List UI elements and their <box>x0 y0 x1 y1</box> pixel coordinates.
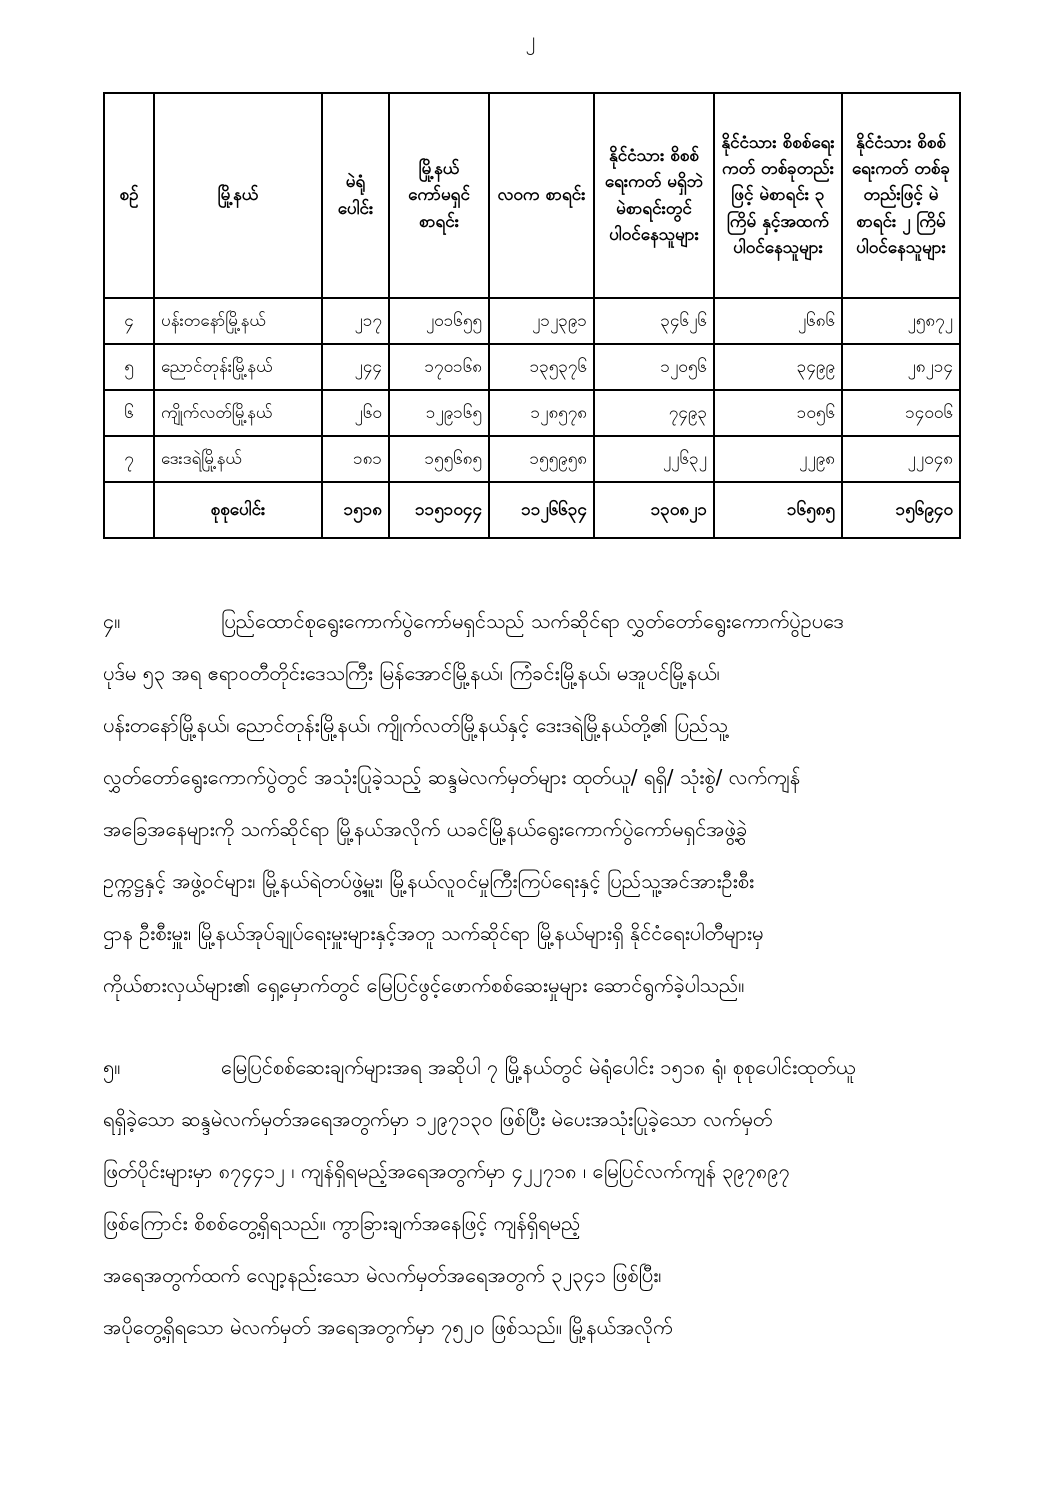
paragraph-number: ၅။ <box>103 1055 121 1079</box>
cell-immigration-list: ၁၅၅၉၅၈ <box>489 436 594 482</box>
page-number: ၂ <box>525 27 536 51</box>
text-line: ပန်းတနော်မြို့နယ်၊ ညောင်တုန်းမြို့နယ်၊ ကျိုက်လတ်မြို့နယ်နှင့် ဒေးဒရဲမြို့နယ်တို့၏ ပြည်သူ့ <box>103 713 728 737</box>
cell-serial <box>104 482 154 538</box>
cell-no-nrc: ၁၂၀၅၆ <box>594 344 714 390</box>
text-line: ကိုယ်စားလှယ်များ၏ ရှေ့မှောက်တွင် မြေပြင်ဖွင့်ဖောက်စစ်ဆေးမှုများ ဆောင်ရွက်ခဲ့ပါသည်။ <box>103 973 745 997</box>
cell-nrc-2: ၂၂၀၄၈ <box>842 436 960 482</box>
text-line: ဖြစ်ကြောင်း စိစစ်တွေ့ရှိရသည်။ ကွာခြားချက်အနေဖြင့် ကျန်ရှိရမည့် <box>103 1211 581 1235</box>
cell-no-nrc: ၇၄၉၃ <box>594 390 714 436</box>
text-line: ရရှိခဲ့သော ဆန္ဒမဲလက်မှတ်အရေအတွက်မှာ ၁၂၉၇၁၃၀ ဖြစ်ပြီး မဲပေးအသုံးပြုခဲ့သော လက်မှတ် <box>103 1107 773 1131</box>
table-row <box>104 344 960 390</box>
cell-no-nrc-total: ၁၃၀၈၂၁ <box>594 482 714 538</box>
cell-polling-stations: ၂၄၄ <box>322 344 389 390</box>
cell-serial: ၆ <box>104 390 154 436</box>
cell-commission-list: ၁၂၉၁၆၅ <box>389 390 489 436</box>
cell-serial: ၇ <box>104 436 154 482</box>
cell-polling-stations-total: ၁၅၁၈ <box>322 482 389 538</box>
cell-immigration-list: ၂၁၂၃၉၁ <box>489 298 594 344</box>
cell-polling-stations: ၂၁၇ <box>322 298 389 344</box>
table-row <box>104 390 960 436</box>
table-total-row <box>104 482 960 538</box>
cell-no-nrc: ၂၂၆၃၂ <box>594 436 714 482</box>
cell-serial: ၄ <box>104 298 154 344</box>
cell-nrc-3plus-total: ၁၆၅၈၅ <box>714 482 842 538</box>
cell-township: ကျိုက်လတ်မြို့နယ် <box>154 390 322 436</box>
cell-nrc-3plus: ၁၀၅၆ <box>714 390 842 436</box>
header-serial: စဉ် <box>104 93 154 298</box>
voter-list-table <box>103 92 961 539</box>
paragraph-number: ၄။ <box>103 609 121 633</box>
text-line <box>103 595 959 647</box>
text-line: အပိုတွေ့ရှိရသော မဲလက်မှတ် အရေအတွက်မှာ ၇၅၂၀ ဖြစ်သည်။ မြို့နယ်အလိုက် <box>103 1315 673 1339</box>
cell-immigration-list: ၁၂၈၅၇၈ <box>489 390 594 436</box>
cell-nrc-2: ၁၄၀၀၆ <box>842 390 960 436</box>
text-line: လွှတ်တော်ရွေးကောက်ပွဲတွင် အသုံးပြုခဲ့သည့် ဆန္ဒမဲလက်မှတ်များ ထုတ်ယူ/ ရရှိ/ သုံးစွဲ/ လက်ကျန် <box>103 765 801 789</box>
cell-polling-stations: ၁၈၁ <box>322 436 389 482</box>
cell-nrc-2: ၂၈၂၁၄ <box>842 344 960 390</box>
cell-nrc-3plus: ၂၆၈၆ <box>714 298 842 344</box>
cell-total-label: စုစုပေါင်း <box>154 482 322 538</box>
table-row <box>104 298 960 344</box>
text-line: ဖြတ်ပိုင်းများမှာ ၈၇၄၄၁၂ ၊ ကျန်ရှိရမည့်အရေအတွက်မှာ ၄၂၂၇၁၈ ၊ မြေပြင်လက်ကျန် ၃၉၇၈၉၇ <box>103 1159 790 1183</box>
table-header-row <box>104 93 960 298</box>
cell-nrc-2: ၂၅၈၇၂ <box>842 298 960 344</box>
header-polling-stations: မဲရုံ ပေါင်း <box>322 93 389 298</box>
text-line <box>103 1041 959 1093</box>
cell-nrc-2-total: ၁၅၆၉၄၀ <box>842 482 960 538</box>
text-line: ပုဒ်မ ၅၃ အရ ဧရာဝတီတိုင်းဒေသကြီး မြန်အောင်မြို့နယ်၊ ကြံခင်းမြို့နယ်၊ မအူပင်မြို့နယ်၊ <box>103 661 720 685</box>
cell-township: ဒေးဒရဲမြို့နယ် <box>154 436 322 482</box>
header-immigration-list: လဝက စာရင်း <box>489 93 594 298</box>
cell-immigration-list: ၁၃၅၃၇၆ <box>489 344 594 390</box>
header-nrc-3-or-more-times: နိုင်ငံသား စိစစ်ရေးကတ် တစ်ခုတည်းဖြင့် မဲစာရင်း ၃ ကြိမ် နှင့်အထက် ပါဝင်နေသူများ <box>714 93 842 298</box>
cell-commission-list: ၁၅၅၆၈၅ <box>389 436 489 482</box>
cell-polling-stations: ၂၆၀ <box>322 390 389 436</box>
cell-township: ပန်းတနော်မြို့နယ် <box>154 298 322 344</box>
header-township: မြို့နယ် <box>154 93 322 298</box>
cell-no-nrc: ၃၄၆၂၆ <box>594 298 714 344</box>
text-line-content: မြေပြင်စစ်ဆေးချက်များအရ အဆိုပါ ၇ မြို့နယ်တွင် မဲရုံပေါင်း ၁၅၁၈ ရုံ၊ စုစုပေါင်းထုတ်ယူ <box>221 1055 856 1079</box>
text-line: ဌာန ဦးစီးမှူး၊ မြို့နယ်အုပ်ချုပ်ရေးမှူးများနှင့်အတူ သက်ဆိုင်ရာ မြို့နယ်များရှိ နိုင်ငံရေးပါတီများမှ <box>103 921 764 945</box>
cell-commission-list: ၂၀၁၆၅၅ <box>389 298 489 344</box>
paragraph-5 <box>103 1041 959 1353</box>
cell-commission-list-total: ၁၁၅၁၀၄၄ <box>389 482 489 538</box>
cell-commission-list: ၁၇၀၁၆၈ <box>389 344 489 390</box>
cell-nrc-3plus: ၃၄၉၉ <box>714 344 842 390</box>
text-line: အခြေအနေများကို သက်ဆိုင်ရာ မြို့နယ်အလိုက် ယခင်မြို့နယ်ရွေးကောက်ပွဲကော်မရှင်အဖွဲ့ခွဲ <box>103 817 748 841</box>
cell-nrc-3plus: ၂၂၉၈ <box>714 436 842 482</box>
text-line-content: ပြည်ထောင်စုရွေးကောက်ပွဲကော်မရှင်သည် သက်ဆိုင်ရာ လွှတ်တော်ရွေးကောက်ပွဲဥပဒေ <box>221 609 844 633</box>
cell-township: ညောင်တုန်းမြို့နယ် <box>154 344 322 390</box>
paragraph-4 <box>103 595 959 1011</box>
cell-serial: ၅ <box>104 344 154 390</box>
table-row <box>104 436 960 482</box>
text-line: ဥက္ကဋ္ဌနှင့် အဖွဲ့ဝင်များ၊ မြို့နယ်ရဲတပ်ဖွဲ့မှူး၊ မြို့နယ်လူဝင်မှုကြီးကြပ်ရေးနှင့် ပြည်သူ့အင်အားဦးစီး <box>103 869 755 893</box>
header-no-nrc-in-list: နိုင်ငံသား စိစစ်ရေးကတ် မရှိဘဲ မဲစာရင်းတွင် ပါဝင်နေသူများ <box>594 93 714 298</box>
body-text <box>103 595 959 1353</box>
cell-immigration-list-total: ၁၁၂၆၆၃၄ <box>489 482 594 538</box>
header-nrc-2-times: နိုင်ငံသား စိစစ်ရေးကတ် တစ်ခုတည်းဖြင့် မဲစာရင်း ၂ ကြိမ် ပါဝင်နေသူများ <box>842 93 960 298</box>
text-line: အရေအတွက်ထက် လျော့နည်းသော မဲလက်မှတ်အရေအတွက် ၃၂၃၄၁ ဖြစ်ပြီး၊ <box>103 1263 662 1287</box>
header-commission-list: မြို့နယ် ကော်မရှင် စာရင်း <box>389 93 489 298</box>
